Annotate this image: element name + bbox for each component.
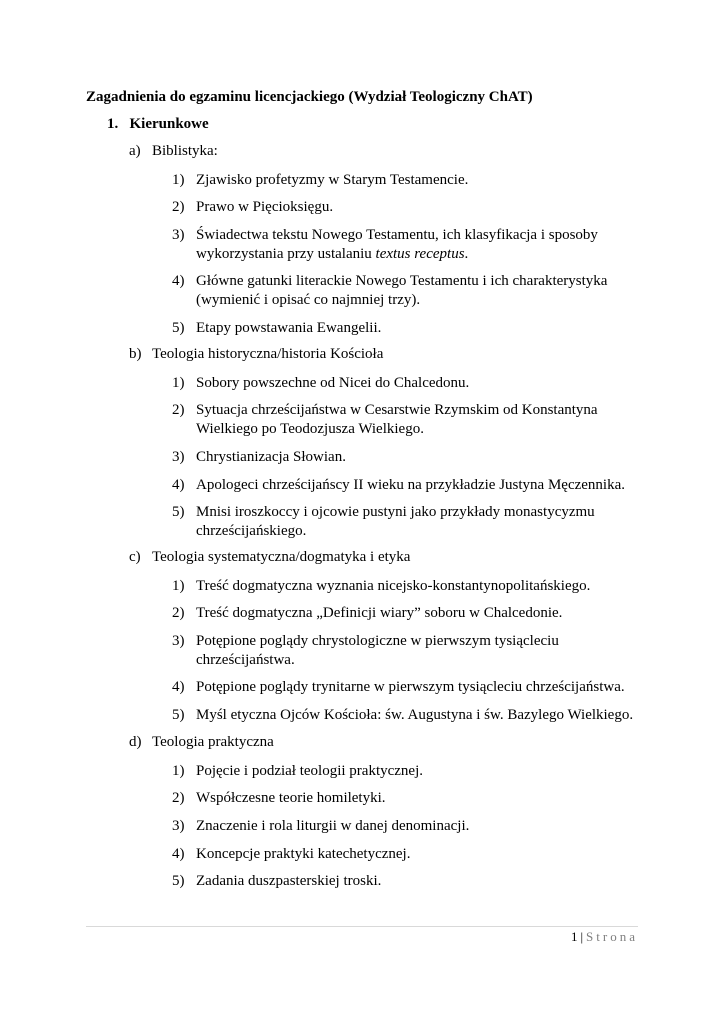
footer-separator: | [580,929,584,944]
item-text: Treść dogmatyczna wyznania nicejsko-konstantynopolitańskiego. [196,578,591,594]
list-item [172,789,642,808]
item-number: 3) [172,227,185,243]
list-item [172,845,642,864]
item-number: 3) [172,633,185,649]
list-item [172,872,642,891]
item-text: Znaczenie i rola liturgii w danej denominacji. [196,818,470,834]
page-label: Strona [586,929,638,944]
item-number: 5) [172,873,185,889]
list-item [172,632,642,670]
list-item [172,448,642,467]
list-item [172,198,642,217]
section-label: Teologia historyczna/historia Kościoła [152,346,384,362]
list-item [172,171,642,190]
item-text-end: . [464,246,469,262]
section-letter: d) [129,734,142,750]
list-item [172,401,642,439]
list-item [172,604,642,623]
item-text: Myśl etyczna Ojców Kościoła: św. Augustyna i św. Bazylego Wielkiego. [196,707,634,723]
heading-number: 1. [107,116,119,132]
list-item [172,817,642,836]
section-letter: c) [129,549,141,565]
item-number: 4) [172,846,185,862]
item-text: Apologeci chrześcijańscy II wieku na przykładzie Justyna Męczennika. [196,477,625,493]
item-text-main: Świadectwa tekstu Nowego Testamentu, ich klasyfikacja i sposoby wykorzystania przy ustalaniu [196,227,598,262]
list-item [172,706,642,725]
list-item [172,577,642,596]
item-text: Prawo w Pięcioksięgu. [196,199,334,215]
section-letter: a) [129,143,141,159]
item-number: 4) [172,679,185,695]
section-teologia-historyczna [129,346,383,363]
list-item [172,319,642,338]
item-number: 1) [172,375,185,391]
item-number: 3) [172,818,185,834]
item-number: 1) [172,172,185,188]
item-number: 2) [172,402,185,418]
item-number: 5) [172,320,185,336]
section-biblistyka [129,143,218,160]
item-text: Chrystianizacja Słowian. [196,449,346,465]
section-letter: b) [129,346,142,362]
list-item [172,678,642,697]
item-text: Zadania duszpasterskiej troski. [196,873,382,889]
item-text: Mnisi iroszkoccy i ojcowie pustyni jako przykłady monastycyzmu chrześcijańskiego. [196,504,595,539]
list-item [172,374,642,393]
page-number: 1 [570,929,578,944]
item-number: 4) [172,273,185,289]
footer-divider [86,926,638,927]
item-number: 2) [172,199,185,215]
list-item [172,762,642,781]
list-item [172,503,642,541]
item-text [196,226,642,264]
item-number: 1) [172,578,185,594]
page-footer [571,929,638,945]
item-text: Główne gatunki literackie Nowego Testamentu i ich charakterystyka (wymienić i opisać co najmniej trzy). [196,273,608,308]
item-number: 1) [172,763,185,779]
item-text: Zjawisko profetyzmy w Starym Testamencie. [196,172,469,188]
section-label: Biblistyka: [152,143,218,159]
heading-label: Kierunkowe [129,116,209,132]
item-text: Potępione poglądy trynitarne w pierwszym tysiącleciu chrześcijaństwa. [196,679,625,695]
item-number: 4) [172,477,185,493]
item-number: 2) [172,605,185,621]
section-label: Teologia systematyczna/dogmatyka i etyka [152,549,411,565]
item-text: Sytuacja chrześcijaństwa w Cesarstwie Rzymskim od Konstantyna Wielkiego po Teodozjusza Wielkiego. [196,402,598,437]
list-item [172,476,642,495]
item-text: Potępione poglądy chrystologiczne w pierwszym tysiącleciu chrześcijaństwa. [196,633,559,668]
item-text: Pojęcie i podział teologii praktycznej. [196,763,424,779]
item-number: 5) [172,504,185,520]
section-label: Teologia praktyczna [152,734,274,750]
item-text: Treść dogmatyczna „Definicji wiary” soboru w Chalcedonie. [196,605,563,621]
item-number: 3) [172,449,185,465]
list-item [172,272,642,310]
item-text-italic: textus receptus [375,246,465,262]
item-text: Współczesne teorie homiletyki. [196,790,386,806]
list-item [172,226,642,264]
section-teologia-systematyczna [129,549,410,566]
heading-kierunkowe [107,116,209,133]
item-text: Koncepcje praktyki katechetycznej. [196,846,411,862]
item-text: Etapy powstawania Ewangelii. [196,320,382,336]
item-number: 2) [172,790,185,806]
item-text: Sobory powszechne od Nicei do Chalcedonu. [196,375,470,391]
document-title: Zagadnienia do egzaminu licencjackiego (Wydział Teologiczny ChAT) [86,89,533,105]
item-number: 5) [172,707,185,723]
section-teologia-praktyczna [129,734,274,751]
